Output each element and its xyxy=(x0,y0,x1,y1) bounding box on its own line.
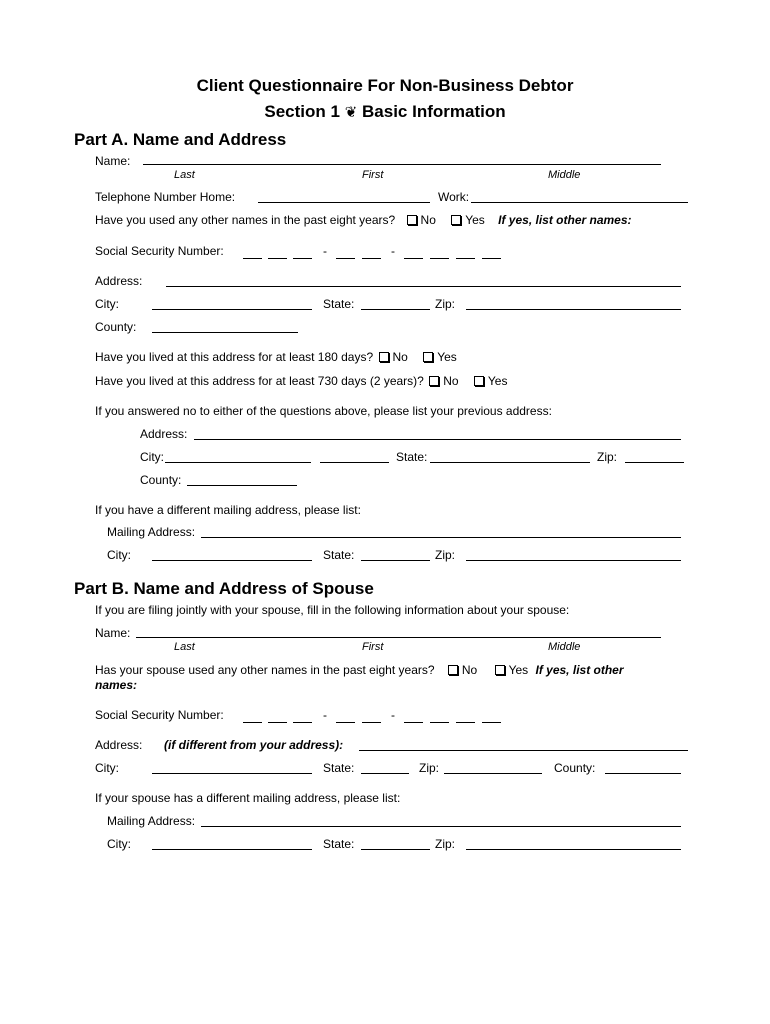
spouse-city-label: City: xyxy=(95,761,119,775)
spouse-if-yes-note: If yes, list other xyxy=(535,663,624,677)
mailing-state-label: State: xyxy=(323,548,355,562)
spouse-mailing-address-label: Mailing Address: xyxy=(107,814,196,828)
spouse-ssn-digit-2[interactable] xyxy=(268,722,287,723)
part-b-heading: Part B. Name and Address of Spouse xyxy=(74,579,374,598)
city-field[interactable] xyxy=(152,309,312,310)
address-field[interactable] xyxy=(166,286,681,287)
spouse-address-label: Address: xyxy=(95,738,143,752)
home-phone-field[interactable] xyxy=(258,202,430,203)
home-phone-label: Telephone Number Home: xyxy=(95,190,236,204)
spouse-mailing-city-label: City: xyxy=(107,837,131,851)
other-names-question xyxy=(95,213,632,227)
work-phone-field[interactable] xyxy=(471,202,688,203)
spouse-city-field[interactable] xyxy=(152,773,312,774)
ssn-separator-2: - xyxy=(391,244,395,258)
ssn-digit-3[interactable] xyxy=(293,258,312,259)
spouse-ssn-separator-2: - xyxy=(391,708,395,722)
spouse-mailing-zip-label: Zip: xyxy=(435,837,456,851)
spouse-mailing-state-field[interactable] xyxy=(361,849,430,850)
spouse-name-sub-middle: Middle xyxy=(548,641,581,653)
prev-county-label: County: xyxy=(140,473,182,487)
mailing-zip-field[interactable] xyxy=(466,560,681,561)
spouse-zip-label: Zip: xyxy=(419,761,440,775)
ssn-digit-8[interactable] xyxy=(456,258,475,259)
mailing-zip-label: Zip: xyxy=(435,548,456,562)
city-label: City: xyxy=(95,297,119,311)
section-subtitle: Basic Information xyxy=(362,102,506,121)
lived-180-no-label: No xyxy=(392,350,408,364)
prev-city-extra-field[interactable] xyxy=(320,462,389,463)
lived-180-question-text: Have you lived at this address for at least 180 days? xyxy=(95,350,374,364)
spouse-state-label: State: xyxy=(323,761,355,775)
prev-state-label: State: xyxy=(396,450,428,464)
zip-label: Zip: xyxy=(435,297,456,311)
zip-field[interactable] xyxy=(466,309,681,310)
spouse-ssn-digit-1[interactable] xyxy=(243,722,262,723)
spouse-county-label: County: xyxy=(554,761,596,775)
work-phone-label: Work: xyxy=(438,190,470,204)
if-yes-note: If yes, list other names: xyxy=(498,213,632,227)
lived-730-no-checkbox[interactable] xyxy=(429,376,439,386)
previous-address-intro: If you answered no to either of the questions above, please list your previous address: xyxy=(95,404,552,418)
state-label: State: xyxy=(323,297,355,311)
mailing-intro: If you have a different mailing address, please list: xyxy=(95,503,361,517)
name-field[interactable] xyxy=(143,164,661,165)
county-label: County: xyxy=(95,320,137,334)
ssn-digit-4[interactable] xyxy=(336,258,355,259)
name-sub-middle: Middle xyxy=(548,169,581,181)
lived-730-question-text: Have you lived at this address for at least 730 days (2 years)? xyxy=(95,374,424,388)
other-names-question-text: Have you used any other names in the past eight years? xyxy=(95,213,396,227)
lived-180-no-checkbox[interactable] xyxy=(379,352,389,362)
part-b-intro: If you are filing jointly with your spouse, fill in the following information about your spouse: xyxy=(95,603,570,617)
mailing-state-field[interactable] xyxy=(361,560,430,561)
prev-zip-label: Zip: xyxy=(597,450,618,464)
spouse-county-field[interactable] xyxy=(605,773,681,774)
lived-730-yes-checkbox[interactable] xyxy=(474,376,484,386)
section-number: Section 1 xyxy=(264,102,340,121)
spouse-ssn-digit-7[interactable] xyxy=(430,722,449,723)
name-label: Name: xyxy=(95,154,131,168)
lived-730-no-label: No xyxy=(443,374,459,388)
prev-address-label: Address: xyxy=(140,427,188,441)
ssn-digit-7[interactable] xyxy=(430,258,449,259)
spouse-mailing-zip-field[interactable] xyxy=(466,849,681,850)
address-label: Address: xyxy=(95,274,143,288)
name-sub-last: Last xyxy=(174,169,195,181)
lived-180-question xyxy=(95,350,457,364)
ssn-digit-2[interactable] xyxy=(268,258,287,259)
section-title xyxy=(0,102,770,122)
mailing-city-label: City: xyxy=(107,548,131,562)
spouse-ssn-digit-6[interactable] xyxy=(404,722,423,723)
spouse-name-label: Name: xyxy=(95,626,131,640)
other-names-no-label: No xyxy=(420,213,436,227)
spouse-ssn-label: Social Security Number: xyxy=(95,708,224,722)
spouse-ssn-separator-1: - xyxy=(323,708,327,722)
spouse-ssn-digit-8[interactable] xyxy=(456,722,475,723)
spouse-other-names-no-checkbox[interactable] xyxy=(448,665,458,675)
county-field[interactable] xyxy=(152,332,298,333)
lived-180-yes-label: Yes xyxy=(437,350,457,364)
other-names-no-checkbox[interactable] xyxy=(407,215,417,225)
prev-address-field[interactable] xyxy=(194,439,681,440)
spouse-name-sub-first: First xyxy=(362,641,384,653)
spouse-mailing-address-field[interactable] xyxy=(201,826,681,827)
spouse-mailing-city-field[interactable] xyxy=(152,849,312,850)
spouse-other-names-no-label: No xyxy=(461,663,478,677)
lived-180-yes-checkbox[interactable] xyxy=(423,352,433,362)
fleuron-icon: ❦ xyxy=(344,103,358,121)
part-a-heading: Part A. Name and Address xyxy=(74,130,287,149)
lived-730-yes-label: Yes xyxy=(487,374,508,388)
spouse-ssn-digit-5[interactable] xyxy=(362,722,381,723)
ssn-digit-5[interactable] xyxy=(362,258,381,259)
ssn-digit-1[interactable] xyxy=(243,258,262,259)
spouse-ssn-digit-4[interactable] xyxy=(336,722,355,723)
state-field[interactable] xyxy=(361,309,430,310)
lived-730-question xyxy=(95,374,507,388)
form-title: Client Questionnaire For Non-Business Debtor xyxy=(196,76,574,95)
spouse-address-field[interactable] xyxy=(359,750,688,751)
spouse-other-names-yes-label: Yes xyxy=(508,663,529,677)
spouse-other-names-question xyxy=(95,663,624,677)
ssn-label: Social Security Number: xyxy=(95,244,224,258)
spouse-other-names-yes-checkbox[interactable] xyxy=(495,665,505,675)
spouse-address-note: (if different from your address): xyxy=(164,738,344,752)
mailing-address-field[interactable] xyxy=(201,537,681,538)
prev-county-field[interactable] xyxy=(187,485,297,486)
mailing-city-field[interactable] xyxy=(152,560,312,561)
spouse-zip-field[interactable] xyxy=(444,773,542,774)
prev-city-field[interactable] xyxy=(165,462,311,463)
name-sub-first: First xyxy=(362,169,384,181)
spouse-state-field[interactable] xyxy=(361,773,409,774)
other-names-yes-label: Yes xyxy=(465,213,485,227)
spouse-name-field[interactable] xyxy=(136,637,661,638)
spouse-mailing-intro: If your spouse has a different mailing address, please list: xyxy=(95,791,401,805)
other-names-yes-checkbox[interactable] xyxy=(451,215,461,225)
spouse-ssn-digit-3[interactable] xyxy=(293,722,312,723)
spouse-ssn-digit-9[interactable] xyxy=(482,722,501,723)
mailing-address-label: Mailing Address: xyxy=(107,525,196,539)
prev-state-field[interactable] xyxy=(430,462,590,463)
spouse-mailing-state-label: State: xyxy=(323,837,355,851)
spouse-other-names-question-text: Has your spouse used any other names in the past eight years? xyxy=(95,663,435,677)
ssn-digit-9[interactable] xyxy=(482,258,501,259)
spouse-name-sub-last: Last xyxy=(174,641,195,653)
ssn-separator-1: - xyxy=(323,244,327,258)
ssn-digit-6[interactable] xyxy=(404,258,423,259)
prev-city-label: City: xyxy=(140,450,164,464)
prev-zip-field[interactable] xyxy=(625,462,684,463)
spouse-if-yes-note-cont: names: xyxy=(95,678,138,692)
